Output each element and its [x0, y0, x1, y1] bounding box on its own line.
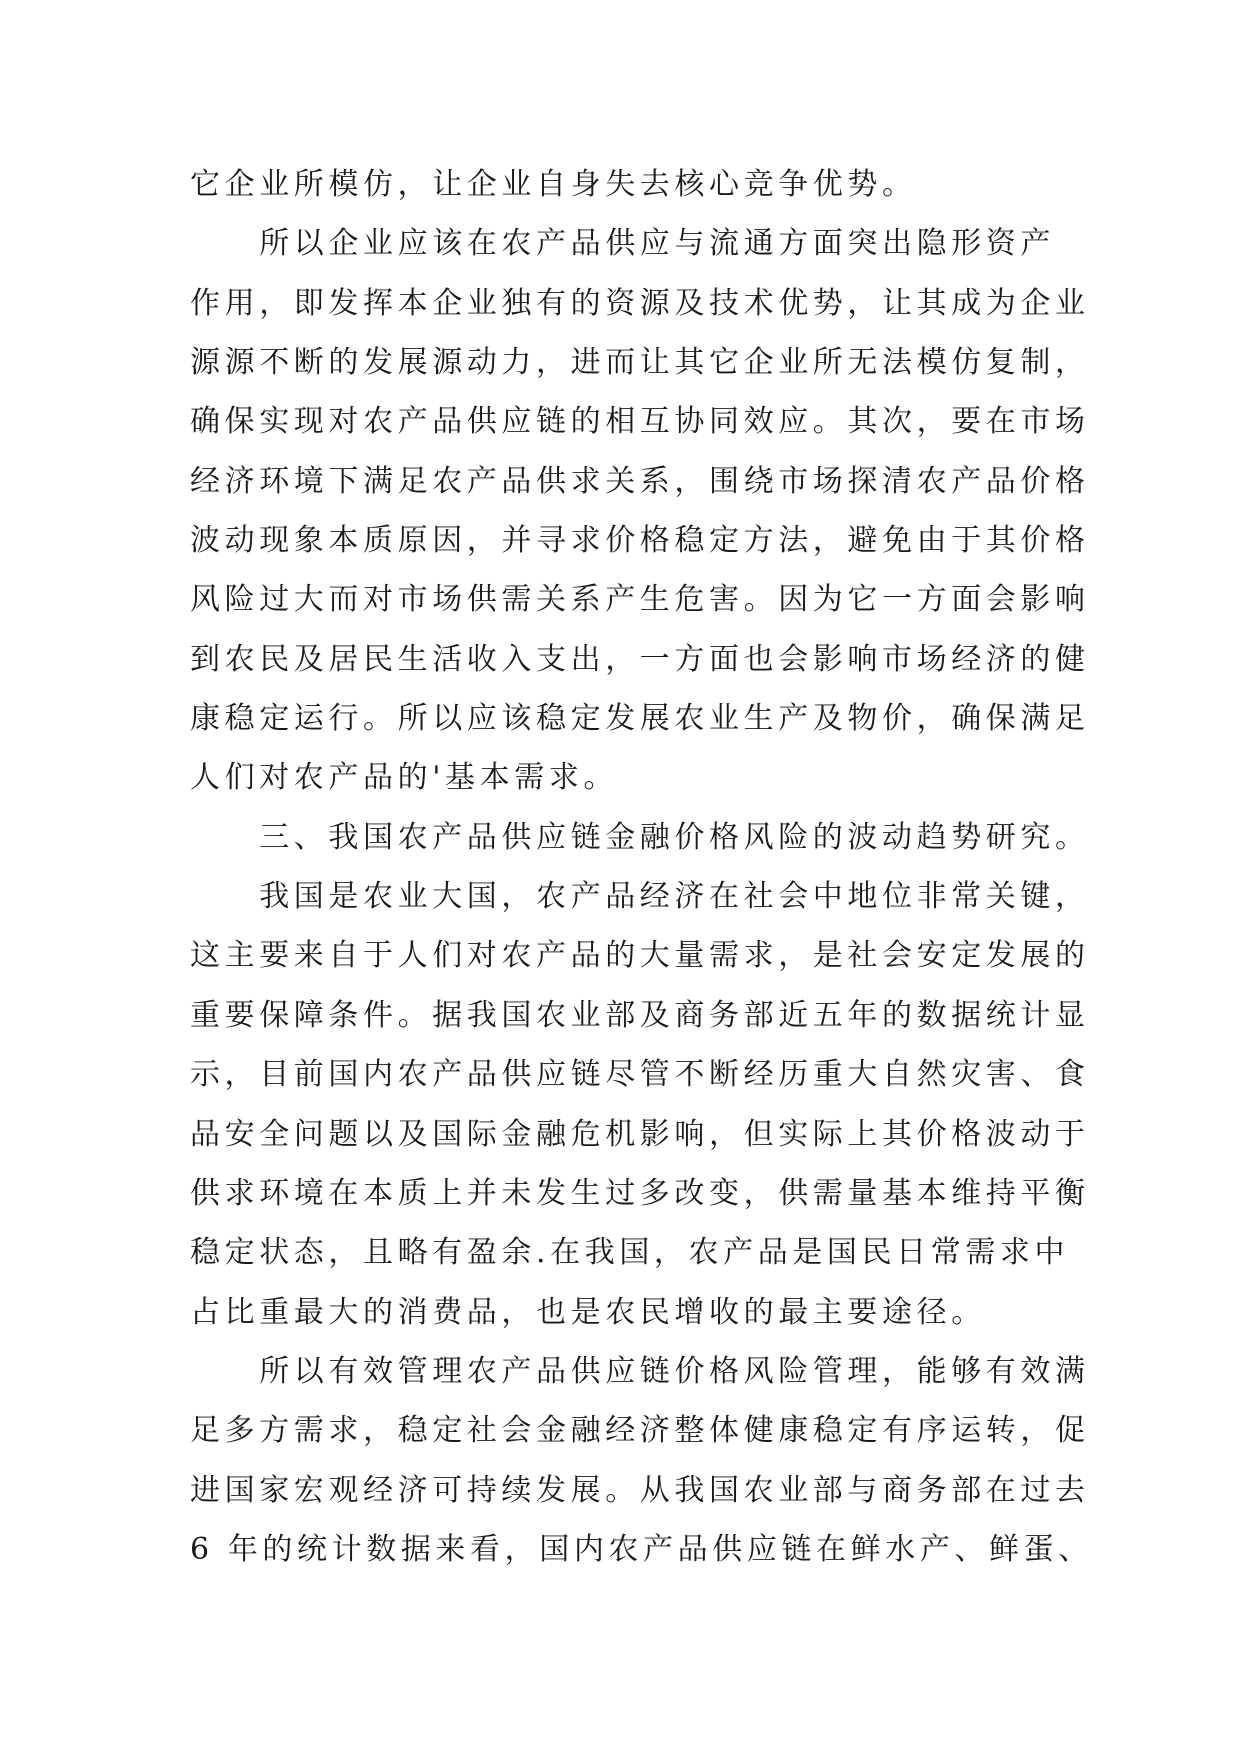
text-line: 进国家宏观经济可持续发展。从我国农业部与商务部在过去: [190, 1472, 1090, 1508]
text-line: 到农民及居民生活收入支出，一方面也会影响市场经济的健: [190, 641, 1090, 677]
text-line: 所以有效管理农产品供应链价格风险管理，能够有效满: [190, 1353, 1090, 1389]
text-line: 所以企业应该在农产品供应与流通方面突出隐形资产: [190, 226, 1055, 262]
text-line: 人们对农产品的'基本需求。: [190, 760, 619, 796]
text-line: 源源不断的发展源动力，进而让其它企业所无法模仿复制，: [190, 345, 1090, 381]
text-line: 占比重最大的消费品，也是农民增收的最主要途径。: [190, 1294, 986, 1330]
section-heading: 三、我国农产品供应链金融价格风险的波动趋势研究。: [190, 819, 1090, 855]
text-line: 我国是农业大国，农产品经济在社会中地位非常关键，: [190, 879, 1090, 915]
text-line: 波动现象本质原因，并寻求价格稳定方法，避免由于其价格: [190, 523, 1090, 559]
text-line: 稳定状态，且略有盈余.在我国，农产品是国民日常需求中: [190, 1235, 1070, 1271]
text-line: 经济环境下满足农产品供求关系，围绕市场探清农产品价格: [190, 463, 1090, 499]
text-line: 作用，即发挥本企业独有的资源及技术优势，让其成为企业: [190, 285, 1090, 321]
document-body: [190, 155, 1093, 1579]
text-line: 品安全问题以及国际金融危机影响，但实际上其价格波动于: [190, 1116, 1090, 1152]
text-line: 6 年的统计数据来看，国内农产品供应链在鲜水产、鲜蛋、: [190, 1531, 1093, 1567]
text-line: 它企业所模仿，让企业自身失去核心竞争优势。: [190, 167, 917, 202]
text-line: 确保实现对农产品供应链的相互协同效应。其次，要在市场: [190, 404, 1090, 440]
text-line: 示，目前国内农产品供应链尽管不断经历重大自然灾害、食: [190, 1057, 1090, 1093]
text-line: 足多方需求，稳定社会金融经济整体健康稳定有序运转，促: [190, 1413, 1090, 1449]
text-line: 这主要来自于人们对农产品的大量需求，是社会安定发展的: [190, 938, 1090, 974]
text-line: 重要保障条件。据我国农业部及商务部近五年的数据统计显: [190, 997, 1090, 1033]
text-line: 风险过大而对市场供需关系产生危害。因为它一方面会影响: [190, 582, 1090, 618]
text-line: 供求环境在本质上并未发生过多改变，供需量基本维持平衡: [190, 1175, 1090, 1211]
text-line: 康稳定运行。所以应该稳定发展农业生产及物价，确保满足: [190, 701, 1090, 737]
